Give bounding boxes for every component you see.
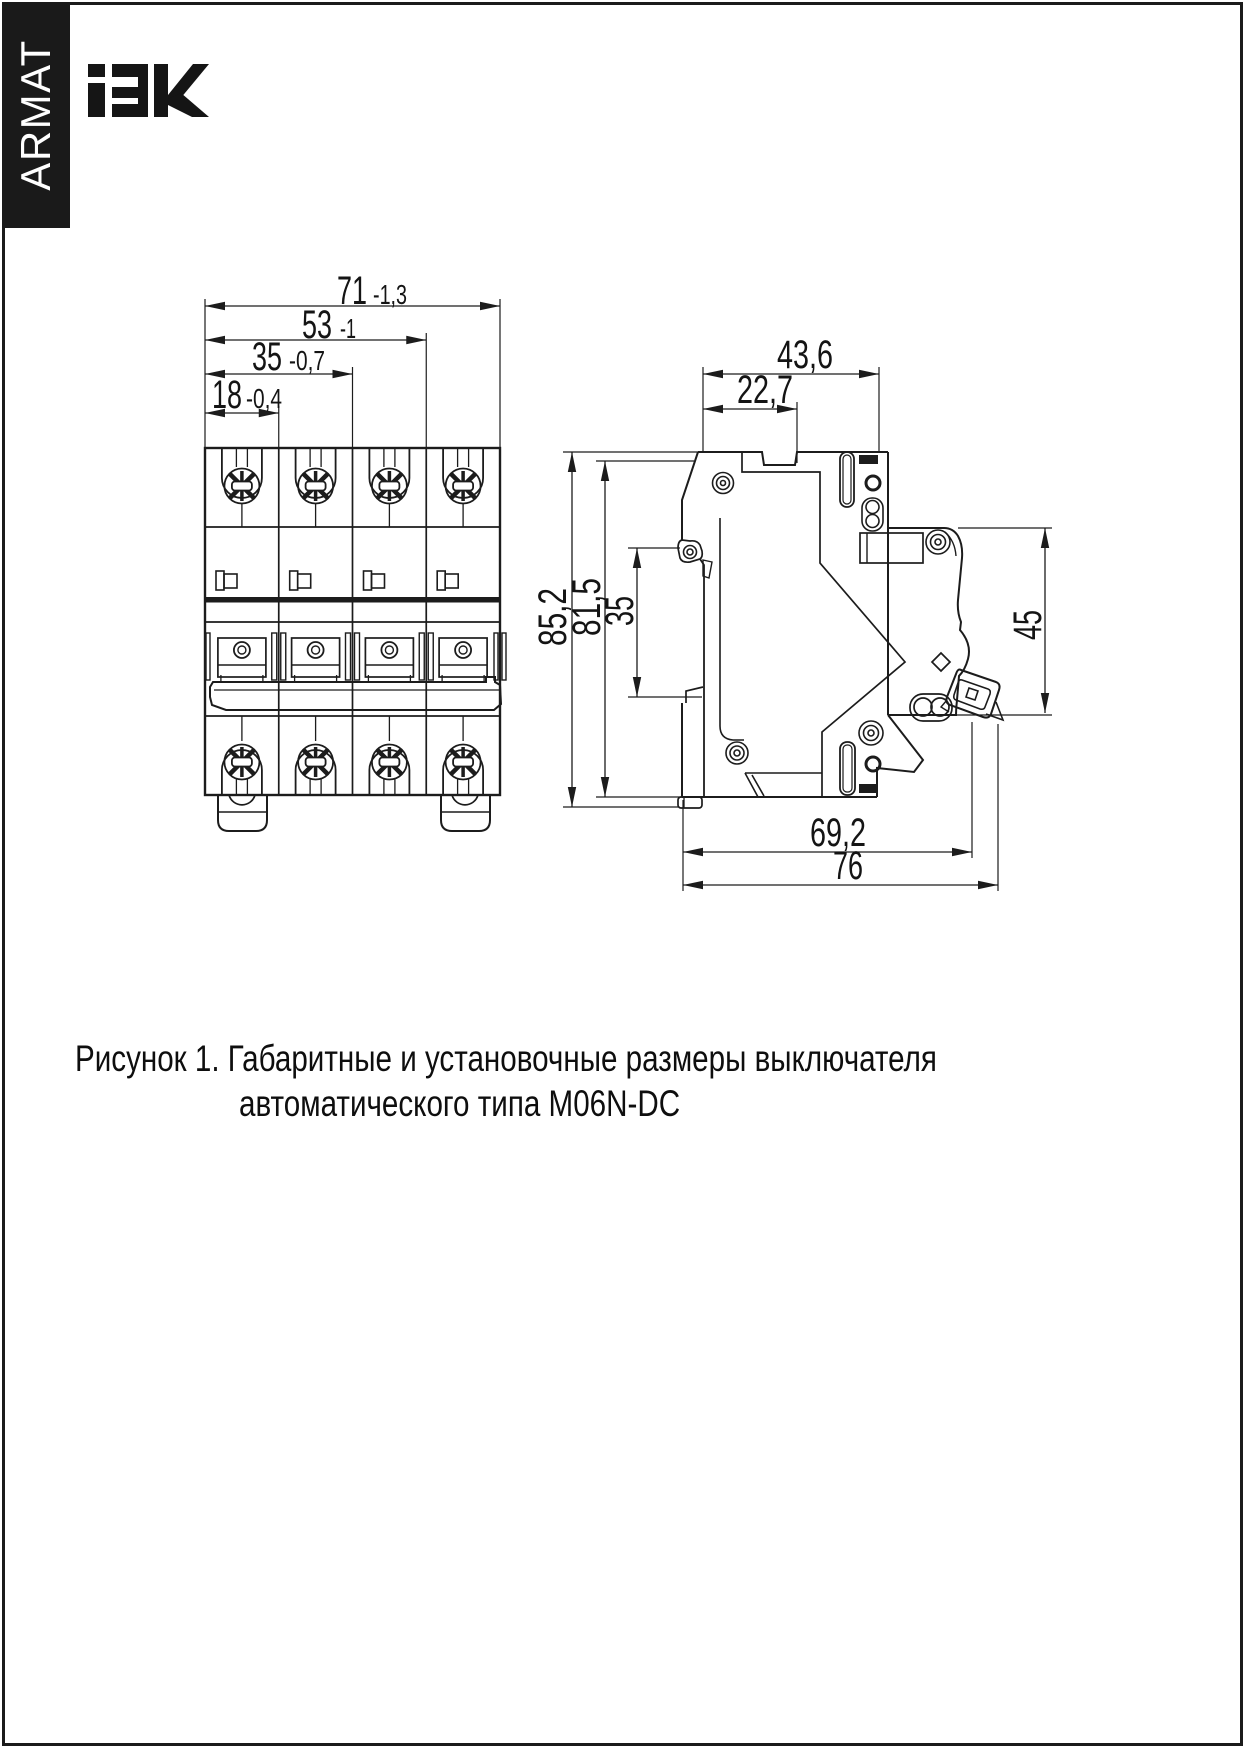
dim-side-rail: 35 bbox=[598, 581, 642, 626]
dim-side-height-total: 85,2 bbox=[531, 568, 575, 646]
front-view-drawing bbox=[205, 448, 506, 831]
dim-front-width-1mod: 18 bbox=[212, 373, 242, 417]
armat-brand-text: ARMAT bbox=[12, 39, 59, 191]
dim-front-width-2mod-tol: -0,7 bbox=[289, 345, 325, 376]
dim-side-width-inner: 22,7 bbox=[737, 368, 793, 412]
dim-side-depth-inner: 69,2 bbox=[810, 811, 866, 855]
dimension-lines bbox=[205, 299, 1052, 891]
dim-front-width-1mod-tol: -0,4 bbox=[246, 383, 282, 414]
din-mount-tab-right bbox=[441, 795, 490, 831]
dim-side-width-total: 43,6 bbox=[777, 333, 833, 377]
dim-side-height-inner: 81,5 bbox=[565, 558, 609, 636]
terminal-screw-flag bbox=[941, 670, 1003, 721]
dim-front-width-3mod-tol: -1 bbox=[340, 313, 356, 344]
dim-front-width-2mod: 35 bbox=[252, 335, 282, 379]
rivet-icons bbox=[684, 473, 951, 765]
side-view-drawing bbox=[678, 452, 1003, 808]
dim-side-front-height: 45 bbox=[1006, 595, 1050, 640]
figure-caption-line1: Рисунок 1. Габаритные и установочные размеры выключателя bbox=[75, 1038, 937, 1079]
dim-side-depth-total: 76 bbox=[833, 844, 863, 888]
figure-caption bbox=[75, 1036, 995, 1126]
dim-front-width-total: 71 bbox=[337, 269, 367, 313]
dim-front-width-3mod: 53 bbox=[302, 303, 332, 347]
din-mount-tab-left bbox=[218, 795, 267, 831]
figure-caption-line2: автоматического типа M06N-DC bbox=[239, 1083, 681, 1124]
dim-front-width-total-tol: -1,3 bbox=[373, 279, 407, 310]
